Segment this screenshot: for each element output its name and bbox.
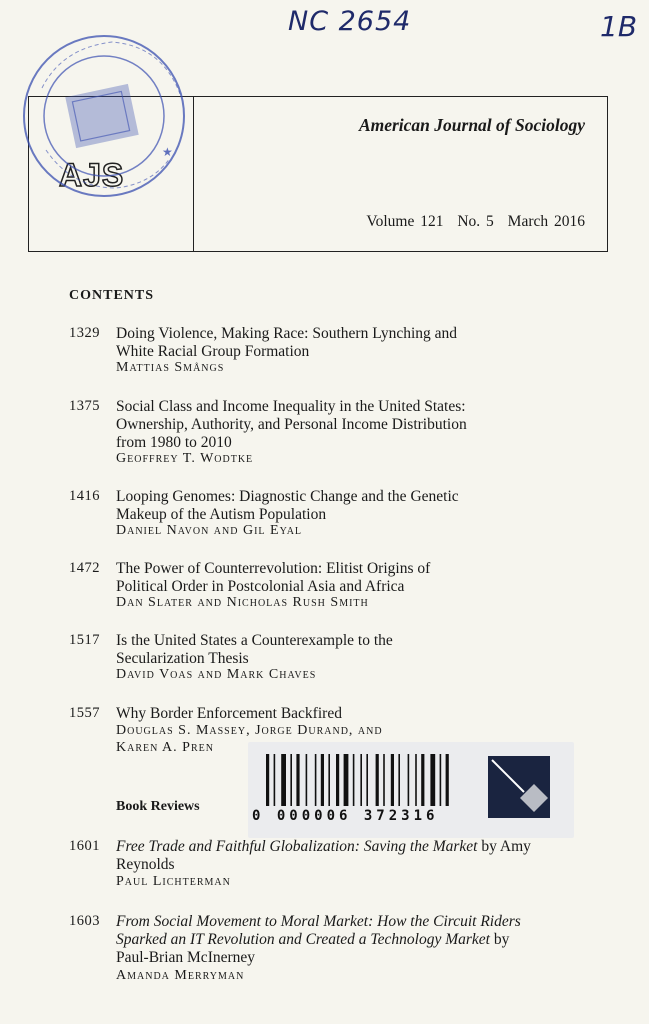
article-title <box>116 325 576 361</box>
barcode-bar <box>440 754 442 806</box>
title-line: Makeup of the Autism Population <box>116 506 327 523</box>
title-line: Is the United States a Counterexample to the <box>116 632 393 649</box>
reviewer: Amanda Merryman <box>116 968 245 983</box>
issue-line <box>358 213 585 231</box>
page-number: 1375 <box>69 398 100 414</box>
article-title <box>116 488 576 524</box>
issue-number: No. 5 <box>457 213 494 230</box>
page-number: 1472 <box>69 560 100 576</box>
barcode-bar <box>281 754 286 806</box>
article-author: Mattias Smångs <box>116 360 225 375</box>
barcode-sticker <box>248 742 574 838</box>
journal-title: American Journal of Sociology <box>358 115 585 135</box>
barcode-digits: 0 000006 372316 <box>252 808 439 824</box>
article-title <box>116 398 576 452</box>
title-line: White Racial Group Formation <box>116 343 310 360</box>
by-line: by <box>489 931 510 948</box>
article-author: Dan Slater and Nicholas Rush Smith <box>116 595 369 610</box>
barcode-bar <box>315 754 317 806</box>
barcode-bar <box>421 754 424 806</box>
barcode-bar <box>408 754 410 806</box>
barcode-bar <box>296 754 299 806</box>
barcode-bar <box>344 754 349 806</box>
barcode-bar <box>391 754 394 806</box>
contents-heading: CONTENTS <box>69 288 155 303</box>
svg-text:★: ★ <box>162 145 173 159</box>
title-line: Political Order in Postcolonial Asia and Africa <box>116 578 405 595</box>
barcode-bar <box>290 754 292 806</box>
barcode-bar <box>376 754 379 806</box>
title-line: Why Border Enforcement Backfired <box>116 705 342 722</box>
title-line: The Power of Counterrevolution: Elitist Origins of <box>116 560 431 577</box>
reviewer: Paul Lichterman <box>116 874 231 889</box>
author-line: Karen A. Pren <box>116 740 214 755</box>
title-line: Doing Violence, Making Race: Southern Lynching and <box>116 325 458 342</box>
barcode-bar <box>266 754 269 806</box>
article-author: Geoffrey T. Wodtke <box>116 451 254 466</box>
barcode-bar <box>398 754 400 806</box>
barcode-bar <box>353 754 355 806</box>
handwritten-corner-mark: 1B <box>600 10 638 43</box>
barcode-bar <box>321 754 324 806</box>
handwritten-accession-number: NC 2654 <box>288 6 412 37</box>
title-line: Ownership, Authority, and Personal Income Distribution <box>116 416 467 433</box>
review-title <box>116 838 576 874</box>
barcode-bar <box>328 754 330 806</box>
page-number: 1329 <box>69 325 100 341</box>
article-author: David Voas and Mark Chaves <box>116 667 317 682</box>
book-reviews-heading: Book Reviews <box>116 799 200 814</box>
article-author: Daniel Navon and Gil Eyal <box>116 523 303 538</box>
ajs-logo: AJS <box>59 157 125 193</box>
book-title: Sparked an IT Revolution and Created a Technology Market <box>116 931 490 948</box>
masthead-box <box>28 96 608 252</box>
article-title <box>116 705 576 723</box>
barcode-bar <box>360 754 362 806</box>
title-line: Secularization Thesis <box>116 650 249 667</box>
book-title: From Social Movement to Moral Market: How the Circuit Riders <box>116 913 521 930</box>
barcode-bar <box>383 754 385 806</box>
article-title <box>116 560 576 596</box>
barcode-bar <box>430 754 435 806</box>
article-title <box>116 632 576 668</box>
review-title <box>116 913 576 967</box>
book-author: Reynolds <box>116 856 175 873</box>
page-number: 1601 <box>69 838 100 854</box>
barcode-bar <box>274 754 276 806</box>
masthead-divider <box>193 97 194 251</box>
barcode-bar <box>336 754 339 806</box>
title-line: from 1980 to 2010 <box>116 434 232 451</box>
barcode-bar <box>366 754 368 806</box>
barcode-bar <box>306 754 308 806</box>
volume: Volume 121 <box>366 213 444 230</box>
title-line: Social Class and Income Inequality in the United States: <box>116 398 466 415</box>
page-number: 1603 <box>69 913 100 929</box>
title-line: Looping Genomes: Diagnostic Change and the Genetic <box>116 488 459 505</box>
issue-date: March 2016 <box>507 213 585 230</box>
by-line: by Amy <box>477 838 531 855</box>
page-number: 1416 <box>69 488 100 504</box>
author-line: Douglas S. Massey, Jorge Durand, and <box>116 723 383 738</box>
book-title: Free Trade and Faithful Globalization: Saving the Market <box>116 838 478 855</box>
book-author: Paul-Brian McInerney <box>116 949 256 966</box>
barcode-bar <box>446 754 449 806</box>
page-number: 1557 <box>69 705 100 721</box>
page-number: 1517 <box>69 632 100 648</box>
barcode-bar <box>415 754 417 806</box>
